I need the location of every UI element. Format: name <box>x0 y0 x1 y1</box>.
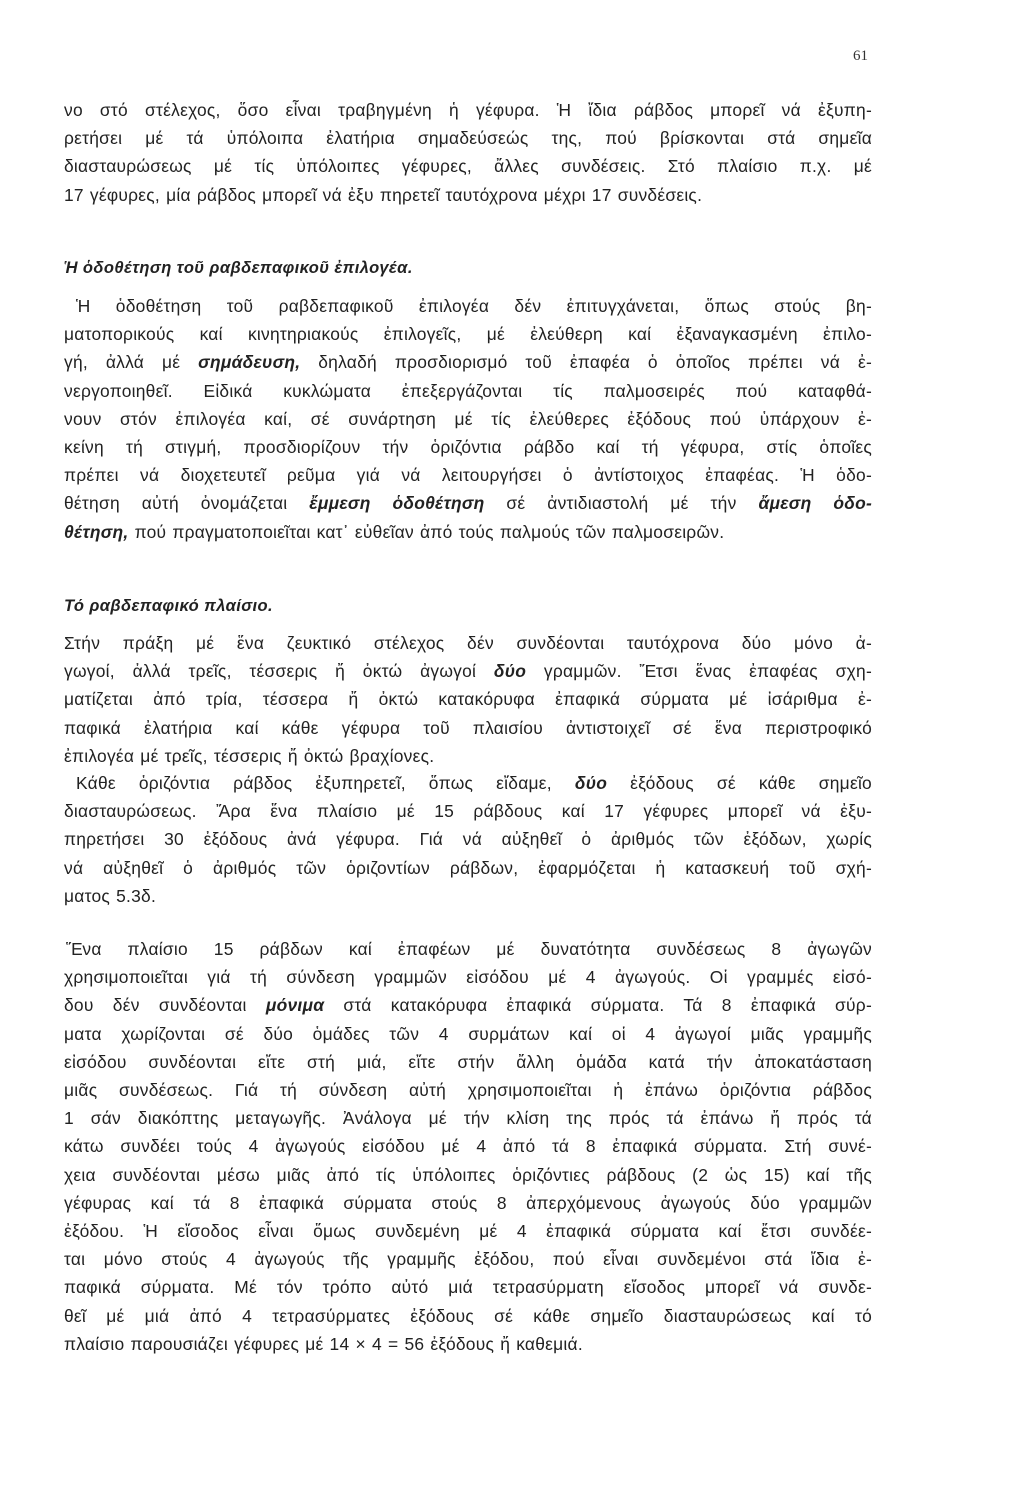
emphasis-text: ἄμεση ὁδο- <box>758 493 873 514</box>
emphasis-text: δύο <box>574 773 608 793</box>
text-span: σέ ἀντιδιαστολή μέ τήν <box>484 493 759 514</box>
text-span: στά κατακόρυφα ἐπαφικά σύρματα. Τά 8 ἐπαφικά σύρ- <box>324 995 872 1016</box>
emphasis-text: θέτηση, <box>64 521 129 542</box>
text-line: παφικά ἐλατήρια καί κάθε γέφυρα τοῦ πλαισίου ἀντιστοιχεῖ σέ ἕνα περιστροφικό <box>64 717 872 738</box>
text-line: νο στό στέλεχος, ὅσο εἶναι τραβηγμένη ἡ γέφυρα. Ἡ ἴδια ράβδος μπορεῖ νά ἐξυπη- <box>64 100 872 120</box>
text-line: νεργοποιηθεῖ. Εἰδικά κυκλώματα ἐπεξεργάζονται τίς παλμοσειρές πού καταφθά- <box>64 380 872 401</box>
section-heading-routing: Ἡ ὁδοθέτηση τοῦ ραβδεπαφικοῦ ἐπιλογέα. <box>64 259 413 277</box>
emphasis-text: μόνιμα <box>265 995 325 1016</box>
text-line: διασταυρώσεως. Ἄρα ἕνα πλαίσιο μέ 15 ράβδους καί 17 γέφυρες μπορεῖ νά ἐξυ- <box>64 801 872 822</box>
text-line: θεῖ μέ μιά ἀπό 4 τετρασύρματες ἐξόδους σέ κάθε σημεῖο διασταυρώσεως καί τό <box>64 1305 872 1326</box>
text-line: 1 σάν διακόπτης μεταγωγῆς. Ἀνάλογα μέ τήν κλίση της πρός τά ἐπάνω ἤ πρός τά <box>64 1108 872 1129</box>
text-line: πλαίσιο παρουσιάζει γέφυρες μέ 14 × 4 = 56 ἐξόδους ἤ καθεμιά. <box>64 1333 583 1354</box>
text-line: πηρετήσει 30 ἐξόδους ἀνά γέφυρα. Γιά νά αὐξηθεῖ ὁ ἀριθμός τῶν ἐξόδων, χωρίς <box>64 829 872 850</box>
text-line: ματίζεται ἀπό τρία, τέσσερα ἤ ὀκτώ κατακόρυφα ἐπαφικά σύρματα μέ ἰσάριθμα ἐ- <box>64 689 872 710</box>
text-line: ρετήσει μέ τά ὑπόλοιπα ἐλατήρια σημαδεύσεώς της, πού βρίσκονται στά σημεῖα <box>64 128 872 149</box>
text-span: πού πραγματοποιεῖται κατ᾽ εὐθεῖαν ἀπό τούς παλμούς τῶν παλμοσειρῶν. <box>128 521 725 542</box>
text-line <box>64 657 872 685</box>
text-line: μιᾶς συνδέσεως. Γιά τή σύνδεση αὐτή χρησιμοποιεῖται ἡ ἐπάνω ὁριζόντια ράβδος <box>64 1080 872 1101</box>
text-line: διασταυρώσεως μέ τίς ὑπόλοιπες γέφυρες, ἄλλες συνδέσεις. Στό πλαίσιο π.χ. μέ <box>64 156 872 177</box>
page-number: 61 <box>853 48 868 64</box>
paragraph-outputs <box>64 769 872 910</box>
text-line: Ἕνα πλαίσιο 15 ράβδων καί ἐπαφέων μέ δυνατότητα συνδέσεως 8 ἀγωγῶν <box>66 939 872 959</box>
emphasis-text: δύο <box>493 661 527 682</box>
text-span: θέτηση αὐτή ὀνομάζεται <box>64 493 310 514</box>
text-line: κάτω συνδέει τούς 4 ἀγωγούς εἰσόδου μέ 4 ἀπό τά 8 ἐπαφικά σύρματα. Στή συνέ- <box>64 1136 872 1157</box>
section-heading-frame: Τό ραβδεπαφικό πλαίσιο. <box>64 597 274 615</box>
text-line: χεια συνδέονται μέσω μιᾶς ἀπό τίς ὑπόλοιπες ὁριζόντιες ράβδους (2 ὡς 15) καί τῆς <box>64 1164 872 1185</box>
text-line: 17 γέφυρες, μία ράβδος μπορεῖ νά ἐξυ πηρετεῖ ταυτόχρονα μέχρι 17 συνδέσεις. <box>64 184 703 205</box>
text-line: ἐπιλογέα μέ τρεῖς, τέσσερις ἤ ὀκτώ βραχίονες. <box>64 745 435 766</box>
text-line: ματοπορικούς καί κινητηριακούς ἐπιλογεῖς, μέ ἐλεύθερη καί ἐξαναγκασμένη ἐπιλο- <box>64 324 872 345</box>
text-line: Στήν πράξη μέ ἕνα ζευκτικό στέλεχος δέν συνδέονται ταυτόχρονα δύο μόνο ἀ- <box>64 633 872 653</box>
text-line: κείνη τή στιγμή, προσδιορίζουν τήν ὁριζόντια ράβδο καί τή γέφυρα, στίς ὁποῖες <box>64 437 872 458</box>
text-line <box>64 991 872 1019</box>
text-line: εἰσόδου συνδέονται εἴτε στή μιά, εἴτε στήν ἄλλη ὁμάδα κατά τήν ἀποκατάσταση <box>64 1051 872 1072</box>
emphasis-text: σημάδευση, <box>198 352 301 373</box>
paragraph-continuation <box>64 96 872 209</box>
text-span: γή, ἀλλά μέ <box>64 352 199 373</box>
text-line: ματος 5.3δ. <box>64 885 157 906</box>
text-span: δηλαδή προσδιορισμό τοῦ ἐπαφέα ὁ ὁποῖος πρέπει νά ἐ- <box>300 352 873 373</box>
text-line: γέφυρας καί τά 8 ἐπαφικά σύρματα στούς 8 ἀπερχόμενους ἀγωγούς δύο γραμμῶν <box>64 1192 872 1213</box>
text-line <box>64 489 872 517</box>
text-span: δου δέν συνδέονται <box>64 995 266 1016</box>
text-line <box>64 518 872 546</box>
text-line <box>64 769 872 797</box>
paragraph-example-frame <box>64 935 872 1358</box>
text-line: ἐξόδου. Ἡ εἴσοδος εἶναι ὅμως συνδεμένη μέ 4 ἐπαφικά σύρματα καί ἔτσι συνδέε- <box>64 1221 872 1242</box>
text-line: παφικά σύρματα. Μέ τόν τρόπο αὐτό μιά τετρασύρματη εἴσοδος μπορεῖ νά συνδε- <box>64 1277 872 1298</box>
paragraph-routing <box>64 292 872 546</box>
text-line: νά αὐξηθεῖ ὁ ἀριθμός τῶν ὁριζοντίων ράβδων, ἐφαρμόζεται ἡ κατασκευή τοῦ σχή- <box>64 857 872 878</box>
text-span: Κάθε ὁριζόντια ράβδος ἐξυπηρετεῖ, ὅπως εἴδαμε, <box>76 773 575 793</box>
text-line: Ἡ ὁδοθέτηση τοῦ ραβδεπαφικοῦ ἐπιλογέα δέν ἐπιτυγχάνεται, ὅπως στούς βη- <box>76 296 872 316</box>
emphasis-text: ἔμμεση ὁδοθέτηση <box>309 493 485 514</box>
text-line <box>64 348 872 376</box>
text-span: γραμμῶν. Ἔτσι ἕνας ἐπαφέας σχη- <box>526 661 873 682</box>
text-span: ἐξόδους σέ κάθε σημεῖο <box>607 773 872 793</box>
text-line: πρέπει νά διοχετευτεῖ ρεῦμα γιά νά λειτουργήσει ὁ ἀντίστοιχος ἐπαφέας. Ἡ ὁδο- <box>64 465 872 486</box>
text-line: νουν στόν ἐπιλογέα καί, σέ συνάρτηση μέ τίς ἐλεύθερες ἐξόδους πού ὑπάρχουν ἐ- <box>64 408 872 429</box>
text-line: χρησιμοποιεῖται γιά τή σύνδεση γραμμῶν εἰσόδου μέ 4 ἀγωγούς. Οἱ γραμμές εἰσό- <box>64 967 872 988</box>
paragraph-frame-practice <box>64 629 872 770</box>
text-line: ται μόνο στούς 4 ἀγωγούς τῆς γραμμῆς ἐξόδου, πού εἶναι συνδεμένοι στά ἴδια ἐ- <box>64 1249 872 1270</box>
text-span: γωγοί, ἀλλά τρεῖς, τέσσερις ἤ ὀκτώ ἀγωγοί <box>64 661 494 682</box>
text-line: ματα χωρίζονται σέ δύο ὁμάδες τῶν 4 συρμάτων καί οἱ 4 ἀγωγοί μιᾶς γραμμῆς <box>64 1023 872 1044</box>
